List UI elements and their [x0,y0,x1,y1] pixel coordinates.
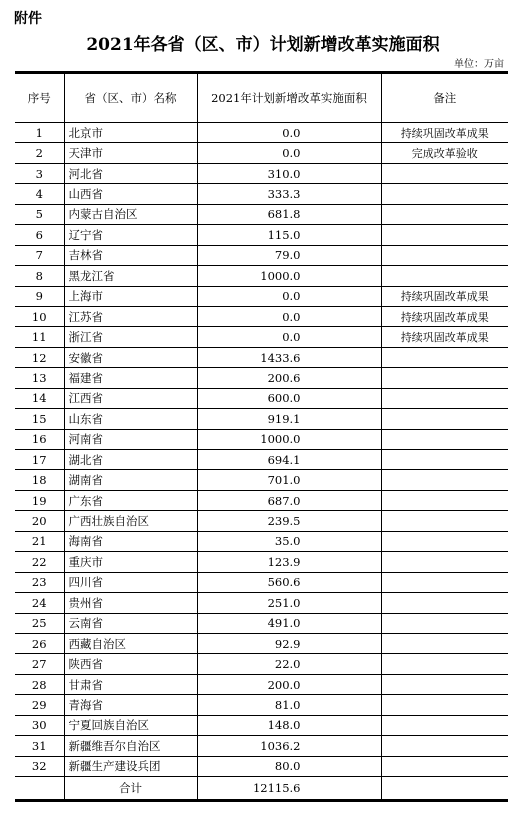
province-name: 北京市 [64,123,197,143]
area-value: 80.0 [197,756,381,776]
row-note [381,572,508,592]
row-number: 28 [15,674,64,694]
area-value: 79.0 [197,245,381,265]
table-row [15,450,508,470]
table-row [15,204,508,224]
area-value: 701.0 [197,470,381,490]
province-name: 河南省 [64,429,197,449]
table-row [15,633,508,653]
table-row [15,347,508,367]
row-number: 16 [15,429,64,449]
area-value: 123.9 [197,552,381,572]
row-number: 26 [15,633,64,653]
row-note [381,225,508,245]
area-value: 239.5 [197,511,381,531]
row-number: 9 [15,286,64,306]
table-row [15,286,508,306]
table-row [15,184,508,204]
table-row [15,613,508,633]
row-note [381,715,508,735]
area-value: 600.0 [197,388,381,408]
row-note [381,593,508,613]
province-name: 上海市 [64,286,197,306]
row-number: 12 [15,347,64,367]
area-table [15,71,508,802]
area-value: 0.0 [197,327,381,347]
province-name: 山西省 [64,184,197,204]
row-number: 23 [15,572,64,592]
row-number: 7 [15,245,64,265]
row-note [381,266,508,286]
area-value: 0.0 [197,123,381,143]
area-value: 1000.0 [197,429,381,449]
row-number: 2 [15,143,64,163]
table-row [15,409,508,429]
area-value: 560.6 [197,572,381,592]
area-value: 148.0 [197,715,381,735]
row-note [381,674,508,694]
area-value: 1036.2 [197,736,381,756]
area-value: 0.0 [197,286,381,306]
area-value: 919.1 [197,409,381,429]
province-name: 辽宁省 [64,225,197,245]
row-number: 32 [15,756,64,776]
table-row [15,695,508,715]
area-value: 115.0 [197,225,381,245]
table-row [15,756,508,776]
province-name: 陕西省 [64,654,197,674]
row-number: 11 [15,327,64,347]
table-row [15,654,508,674]
table-row [15,552,508,572]
attachment-label: 附件 [14,11,42,27]
row-note [381,613,508,633]
province-name: 湖北省 [64,450,197,470]
area-value: 35.0 [197,531,381,551]
province-name: 江西省 [64,388,197,408]
table-row [15,266,508,286]
row-note [381,388,508,408]
province-name: 青海省 [64,695,197,715]
province-name: 宁夏回族自治区 [64,715,197,735]
document-title: 2021年各省（区、市）计划新增改革实施面积 [86,35,440,55]
area-value: 92.9 [197,633,381,653]
row-number: 21 [15,531,64,551]
row-number: 6 [15,225,64,245]
row-note [381,163,508,183]
area-value: 200.0 [197,674,381,694]
row-note [381,429,508,449]
area-value: 491.0 [197,613,381,633]
row-note [381,490,508,510]
province-name: 黑龙江省 [64,266,197,286]
row-note [381,695,508,715]
area-value: 333.3 [197,184,381,204]
row-number: 3 [15,163,64,183]
area-value: 0.0 [197,306,381,326]
table-row [15,572,508,592]
area-value: 1000.0 [197,266,381,286]
row-number: 8 [15,266,64,286]
total-value: 12115.6 [197,777,381,801]
area-value: 310.0 [197,163,381,183]
table-row [15,163,508,183]
province-name: 内蒙古自治区 [64,204,197,224]
area-value: 22.0 [197,654,381,674]
row-note [381,245,508,265]
row-note [381,633,508,653]
row-number: 29 [15,695,64,715]
province-name: 新疆维吾尔自治区 [64,736,197,756]
area-value: 687.0 [197,490,381,510]
table-row [15,123,508,143]
header-area: 2021年计划新增改革实施面积 [197,73,381,123]
table-row [15,470,508,490]
row-note [381,409,508,429]
row-number: 18 [15,470,64,490]
province-name: 贵州省 [64,593,197,613]
province-name: 海南省 [64,531,197,551]
area-value: 681.8 [197,204,381,224]
row-number: 4 [15,184,64,204]
row-note [381,184,508,204]
area-value: 81.0 [197,695,381,715]
area-value: 1433.6 [197,347,381,367]
table-row [15,143,508,163]
row-number: 14 [15,388,64,408]
province-name: 天津市 [64,143,197,163]
table-row [15,674,508,694]
province-name: 四川省 [64,572,197,592]
province-name: 福建省 [64,368,197,388]
province-name: 山东省 [64,409,197,429]
row-note [381,347,508,367]
total-row [15,777,508,801]
table-row [15,511,508,531]
row-number: 1 [15,123,64,143]
row-number: 13 [15,368,64,388]
province-name: 云南省 [64,613,197,633]
province-name: 甘肃省 [64,674,197,694]
row-number: 15 [15,409,64,429]
row-number: 24 [15,593,64,613]
row-number: 19 [15,490,64,510]
table-row [15,490,508,510]
table-row [15,306,508,326]
table-row [15,531,508,551]
area-value: 251.0 [197,593,381,613]
row-note: 完成改革验收 [381,143,508,163]
row-number: 5 [15,204,64,224]
row-number: 17 [15,450,64,470]
total-note-cell [381,777,508,801]
row-note: 持续巩固改革成果 [381,306,508,326]
area-value: 694.1 [197,450,381,470]
province-name: 重庆市 [64,552,197,572]
header-province: 省（区、市）名称 [64,73,197,123]
row-note [381,736,508,756]
province-name: 广西壮族自治区 [64,511,197,531]
province-name: 江苏省 [64,306,197,326]
row-number: 27 [15,654,64,674]
row-note: 持续巩固改革成果 [381,286,508,306]
row-note [381,756,508,776]
table-row [15,368,508,388]
total-no-cell [15,777,64,801]
row-note [381,654,508,674]
table-row [15,429,508,449]
row-note [381,511,508,531]
province-name: 广东省 [64,490,197,510]
row-note [381,552,508,572]
area-value: 200.6 [197,368,381,388]
table-row [15,225,508,245]
table-row [15,388,508,408]
row-number: 22 [15,552,64,572]
unit-label: 单位：万亩 [454,59,504,70]
province-name: 浙江省 [64,327,197,347]
table-row [15,245,508,265]
province-name: 河北省 [64,163,197,183]
row-number: 31 [15,736,64,756]
row-note [381,450,508,470]
row-number: 25 [15,613,64,633]
table-row [15,736,508,756]
table-row [15,593,508,613]
province-name: 吉林省 [64,245,197,265]
province-name: 西藏自治区 [64,633,197,653]
table-header-row [15,73,508,123]
province-name: 湖南省 [64,470,197,490]
table-row [15,327,508,347]
row-note: 持续巩固改革成果 [381,327,508,347]
area-value: 0.0 [197,143,381,163]
province-name: 新疆生产建设兵团 [64,756,197,776]
header-no: 序号 [15,73,64,123]
row-number: 10 [15,306,64,326]
row-note [381,470,508,490]
row-note: 持续巩固改革成果 [381,123,508,143]
row-note [381,531,508,551]
total-label: 合计 [64,777,197,801]
row-note [381,204,508,224]
header-note: 备注 [381,73,508,123]
row-number: 30 [15,715,64,735]
row-number: 20 [15,511,64,531]
table-row [15,715,508,735]
province-name: 安徽省 [64,347,197,367]
row-note [381,368,508,388]
